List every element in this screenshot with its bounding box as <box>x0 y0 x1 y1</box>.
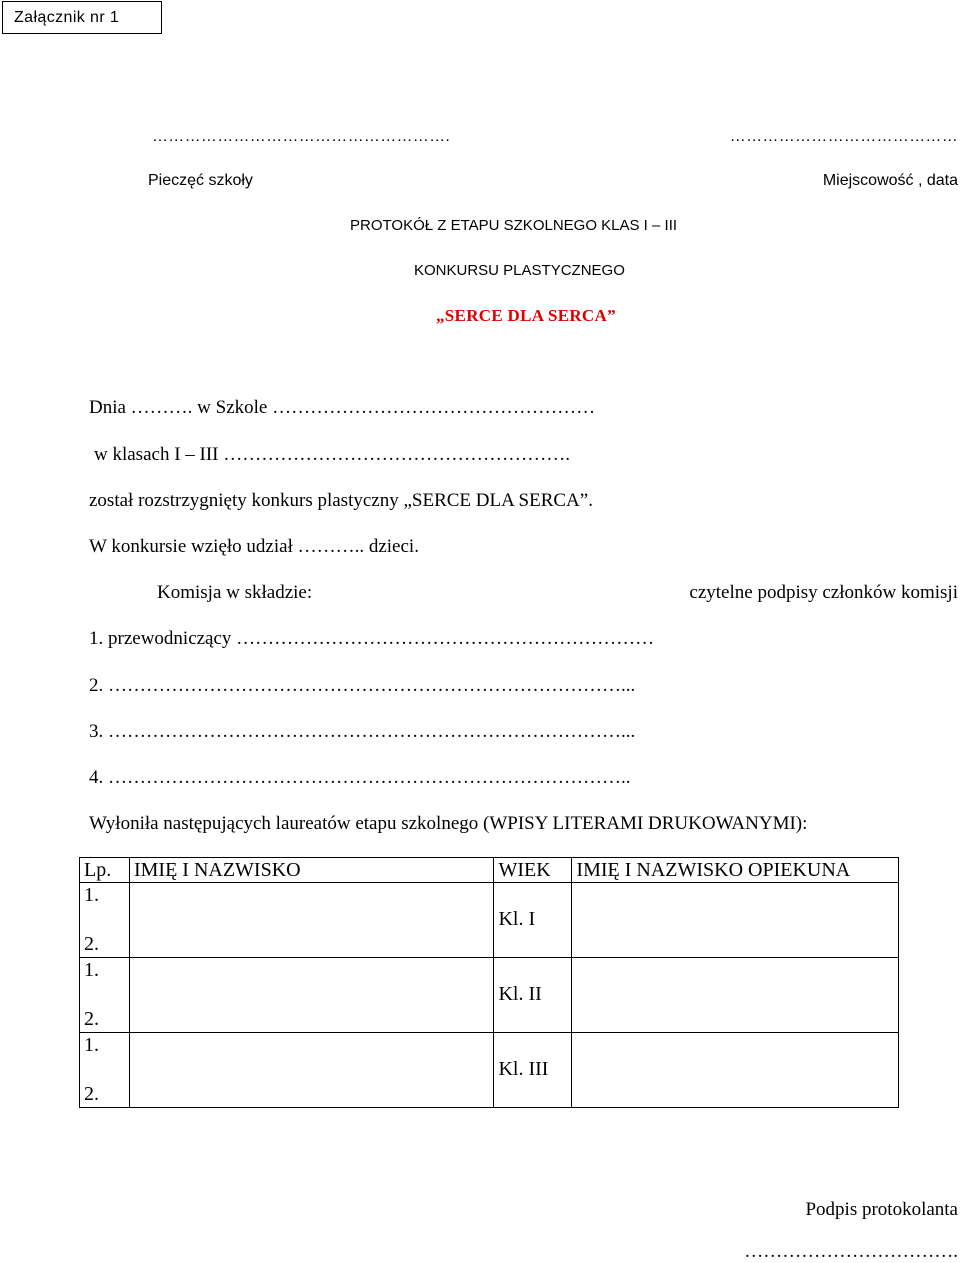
name-cell[interactable] <box>129 883 493 958</box>
row-number-cell <box>80 958 130 1033</box>
contest-title: „SERCE DLA SERCA” <box>436 306 616 325</box>
row-number: 2. <box>84 1083 99 1105</box>
row-number-cell <box>80 883 130 958</box>
row-number: 1. <box>84 1034 99 1056</box>
grade-label: Kl. II <box>498 983 542 1005</box>
grade-label: Kl. I <box>498 908 536 930</box>
place-date-label: Miejscowość , data <box>822 172 958 189</box>
grade-label: Kl. III <box>498 1058 549 1080</box>
line-decided: został rozstrzygnięty konkurs plastyczny „SERCE DLA SERCA”. <box>89 490 593 511</box>
header-guardian: IMIĘ I NAZWISKO OPIEKUNA <box>572 858 899 883</box>
committee-member-1: 1. przewodniczący ………………………………………………………… <box>89 628 655 649</box>
age-cell <box>494 883 572 958</box>
committee-label: Komisja w składzie: <box>157 582 313 603</box>
guardian-cell[interactable] <box>572 958 899 1033</box>
table-row <box>80 958 899 1033</box>
guardian-cell[interactable] <box>572 883 899 958</box>
table-header-row <box>80 858 899 883</box>
name-cell[interactable] <box>129 958 493 1033</box>
row-number-cell <box>80 1033 130 1108</box>
header-name: IMIĘ I NAZWISKO <box>129 858 493 883</box>
signatures-label: czytelne podpisy członków komisji <box>689 582 958 603</box>
line-day: Dnia ………. w Szkole …………………………………………… <box>89 397 596 418</box>
school-stamp-dots: ………………………………………………. <box>152 128 451 145</box>
line-participants: W konkursie wzięło udział ……….. dzieci. <box>89 536 419 557</box>
guardian-cell[interactable] <box>572 1033 899 1108</box>
age-cell <box>494 1033 572 1108</box>
row-number: 2. <box>84 933 99 955</box>
row-number: 1. <box>84 884 99 906</box>
school-stamp-label: Pieczęć szkoły <box>148 172 253 189</box>
committee-member-3: 3. ………………………………………………………………………... <box>89 721 636 742</box>
committee-member-2: 2. ………………………………………………………………………... <box>89 675 636 696</box>
committee-member-4: 4. ……………………………………………………………………….. <box>89 767 631 788</box>
row-number: 1. <box>84 959 99 981</box>
title-line-1: PROTOKÓŁ Z ETAPU SZKOLNEGO KLAS I – III <box>350 217 678 234</box>
table-row <box>80 883 899 958</box>
winners-intro: Wyłoniła następujących laureatów etapu szkolnego (WPISY LITERAMI DRUKOWANYMI): <box>89 813 808 834</box>
laureates-table <box>79 857 899 1108</box>
header-age: WIEK <box>494 858 572 883</box>
header-lp: Lp. <box>80 858 130 883</box>
signature-dots: ……………………………. <box>744 1241 958 1262</box>
age-cell <box>494 958 572 1033</box>
place-date-dots: …………………………………… <box>729 128 958 145</box>
title-line-2: KONKURSU PLASTYCZNEGO <box>414 262 625 279</box>
row-number: 2. <box>84 1008 99 1030</box>
name-cell[interactable] <box>129 1033 493 1108</box>
annex-label: Załącznik nr 1 <box>14 9 120 26</box>
line-classes: w klasach I – III ………………………………………………. <box>94 444 571 465</box>
signature-label: Podpis protokolanta <box>805 1199 958 1220</box>
table-row <box>80 1033 899 1108</box>
